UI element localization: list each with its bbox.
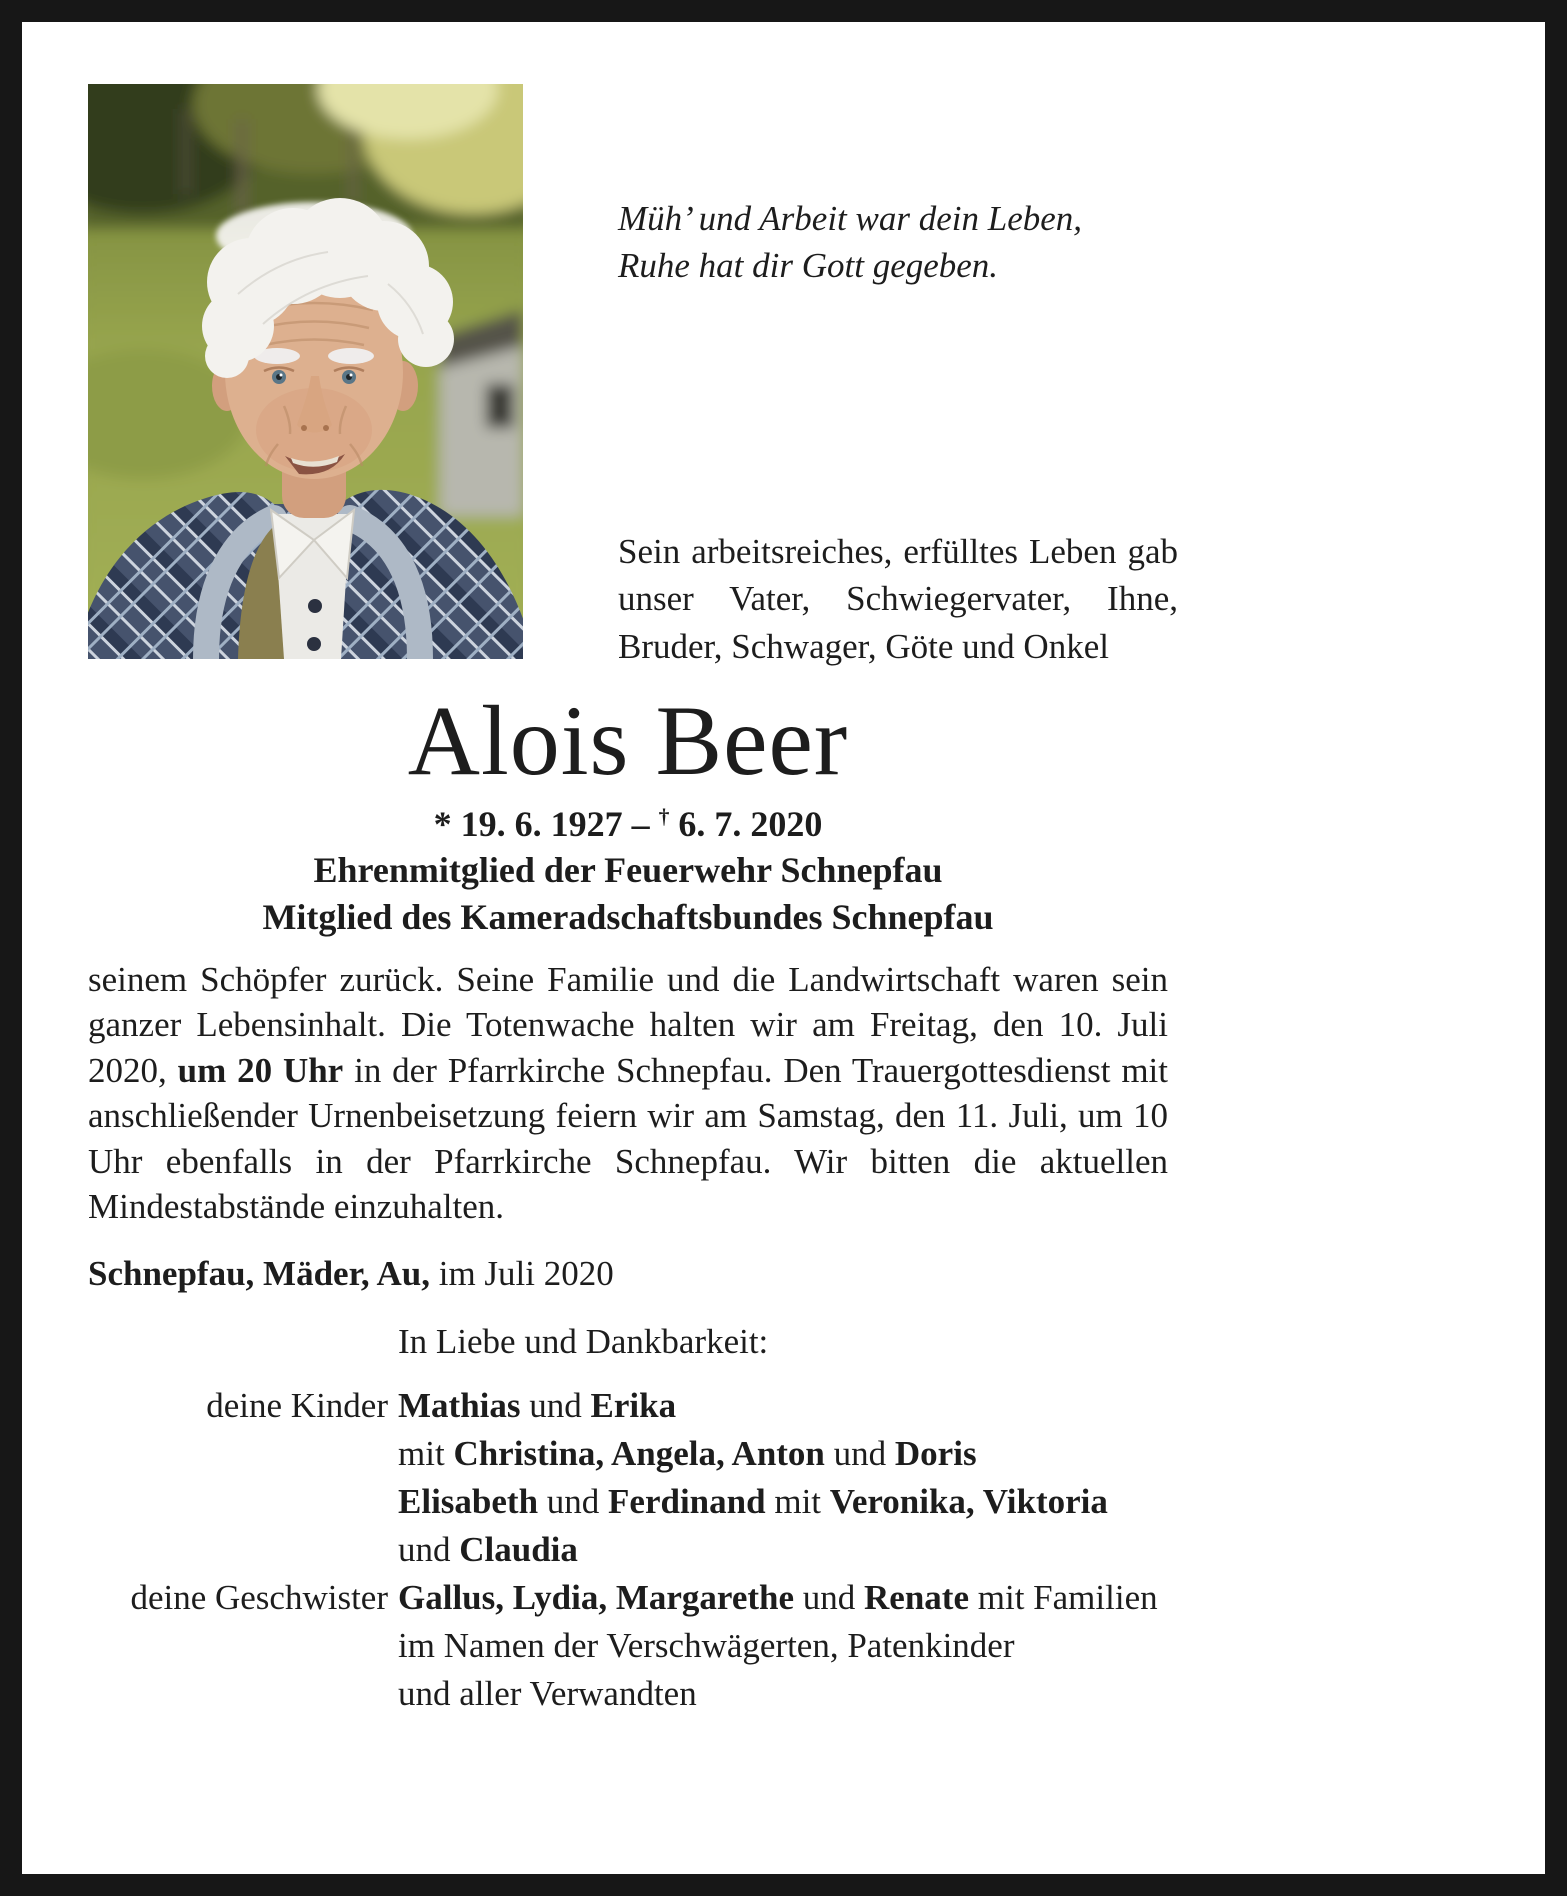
membership-line-2: Mitglied des Kameradschaftsbundes Schnepfau (262, 897, 994, 938)
top-section (88, 84, 1545, 671)
connector: und (824, 1433, 895, 1473)
siblings-line-1 (398, 1574, 1168, 1622)
siblings-label: deine Geschwister (130, 1577, 388, 1617)
name-renate: Renate (864, 1577, 969, 1617)
connector: mit (398, 1433, 454, 1473)
relatives-line-1: im Namen der Verschwägerten, Patenkinder (398, 1625, 1015, 1665)
name-ferdinand: Ferdinand (608, 1481, 766, 1521)
membership-line-1: Ehrenmitglied der Feuerwehr Schnepfau (313, 850, 943, 891)
death-date: 6. 7. 2020 (669, 803, 823, 844)
children-label: deine Kinder (206, 1385, 388, 1425)
intro-paragraph: Sein arbeitsreiches, erfülltes Leben gab unser Vater, Schwiegervater, Ihne, Bruder, Schwager, Göte und Onkel (618, 531, 1178, 666)
epitaph-quote (618, 196, 1178, 290)
connector: mit (765, 1481, 830, 1521)
announcement-paragraph (88, 957, 1168, 1230)
announcement-part-2: in der Pfarrkirche Schnepfau. Den Trauergottesdienst mit anschließender Urnenbeisetzung feiern wir am Samstag, den 11. Juli, um 10 Uhr ebenfalls in der Pfarrkirche Schnepfau. Wir bitten die aktuellen Mindestabstände einzuhalten. (88, 1050, 1168, 1227)
name-elisabeth: Elisabeth (398, 1481, 539, 1521)
connector: mit Familien (969, 1577, 1158, 1617)
family-list (88, 1304, 1168, 1718)
cross-symbol: † (658, 803, 670, 828)
main-content (88, 684, 1168, 1718)
dateline-places: Schnepfau, Mäder, Au, (88, 1253, 430, 1293)
epitaph-quote-line-1: Müh’ und Arbeit war dein Leben, (618, 199, 1083, 238)
siblings-names-1: Gallus, Lydia, Margarethe (398, 1577, 795, 1617)
grandchildren-names-2: Veronika, Viktoria (829, 1481, 1108, 1521)
name-mathias: Mathias (398, 1385, 521, 1425)
announcement-time-bold: um 20 Uhr (177, 1050, 344, 1090)
connector: und (794, 1577, 865, 1617)
connector: und (398, 1529, 460, 1569)
dateline-date: im Juli 2020 (429, 1253, 614, 1293)
children-line-1 (398, 1382, 1168, 1430)
epitaph-quote-line-2: Ruhe hat dir Gott gegeben. (618, 245, 999, 285)
connector: und (520, 1385, 591, 1425)
siblings-names (398, 1574, 1168, 1718)
portrait-illustration (88, 84, 523, 659)
children-line-3 (398, 1478, 1168, 1526)
portrait-photo (88, 84, 523, 659)
grandchildren-names-1: Christina, Angela, Anton (453, 1433, 825, 1473)
name-claudia: Claudia (459, 1529, 578, 1569)
relatives-line-2: und aller Verwandten (398, 1673, 697, 1713)
closing-line: In Liebe und Dankbarkeit: (398, 1321, 769, 1361)
announcement-part-1: seinem Schöpfer zurück. Seine Familie und die Landwirtschaft waren sein ganzer Lebensinhalt. Die Totenwache halten wir am Freitag, den 10. Juli 2020, (88, 959, 1168, 1090)
children-line-2 (398, 1430, 1168, 1478)
deceased-name: Alois Beer (407, 684, 849, 796)
name-doris: Doris (894, 1433, 977, 1473)
birth-date: * 19. 6. 1927 – (433, 803, 659, 844)
dateline (88, 1254, 1168, 1294)
life-dates (88, 801, 1168, 848)
connector: und (538, 1481, 609, 1521)
closing-spacer (88, 1318, 388, 1366)
right-column (618, 84, 1178, 671)
name-erika: Erika (590, 1385, 677, 1425)
children-line-4 (398, 1526, 1168, 1574)
children-names (398, 1382, 1168, 1574)
